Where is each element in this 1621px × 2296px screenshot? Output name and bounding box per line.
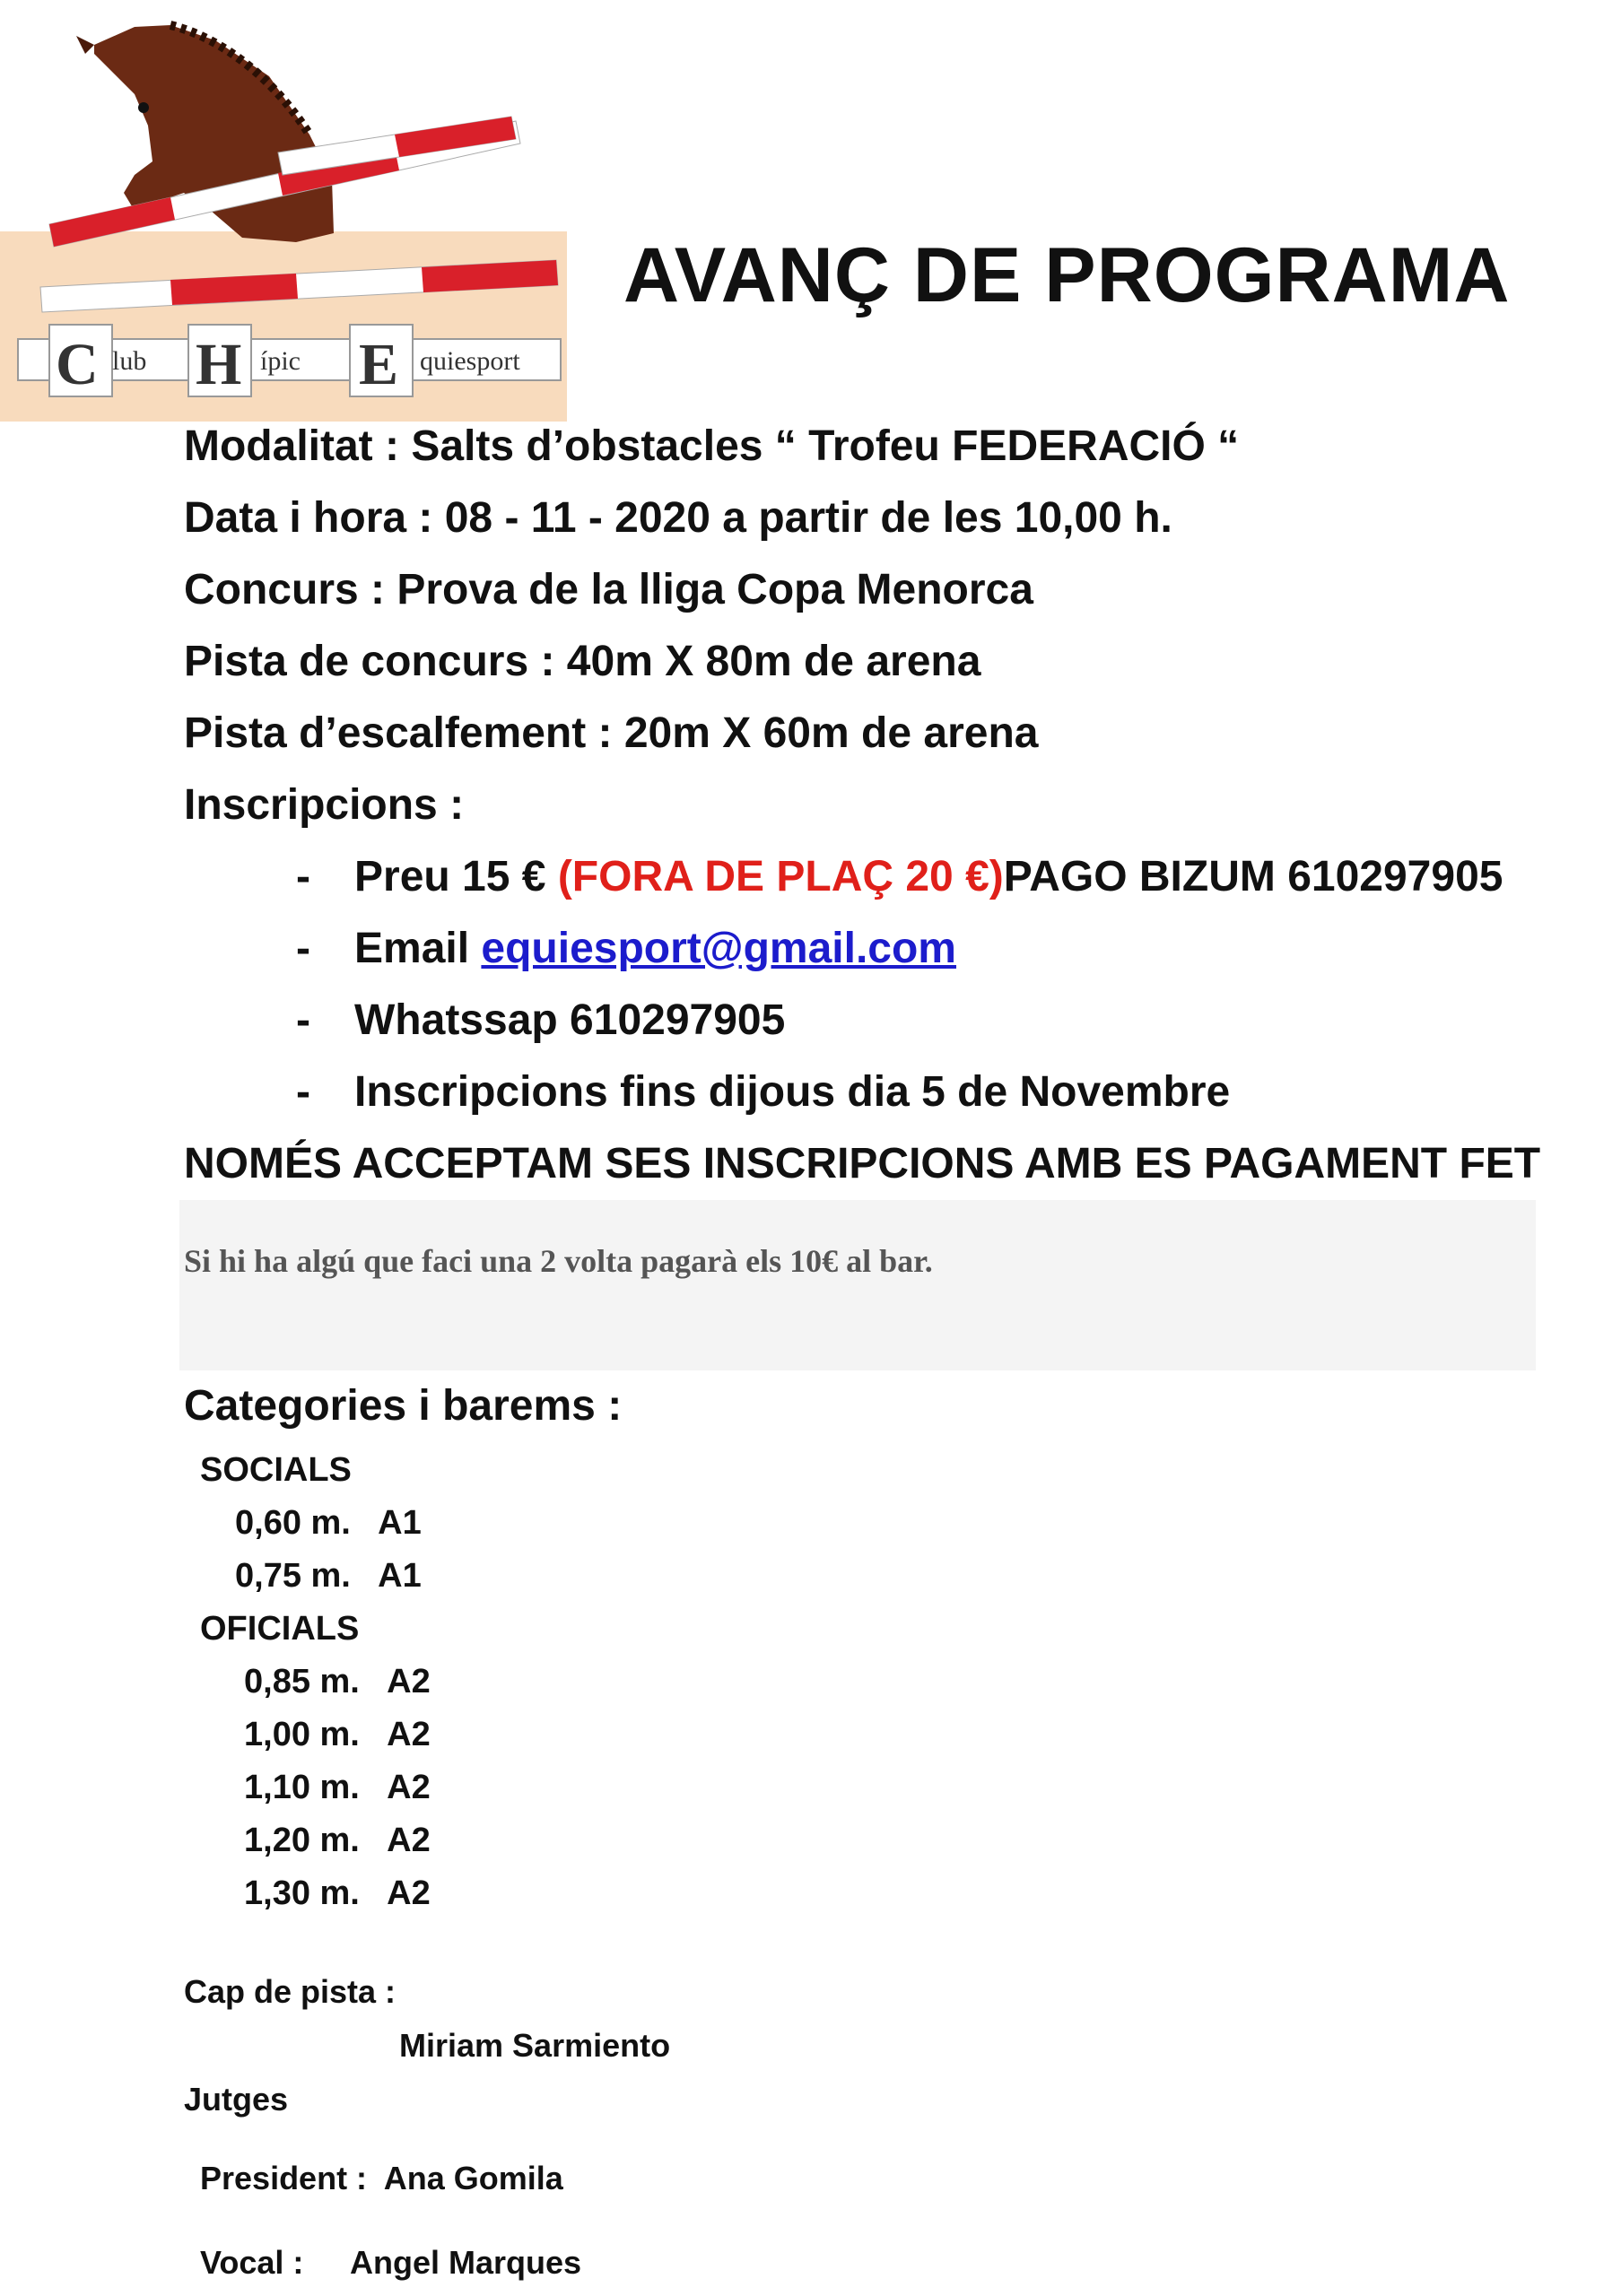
bullet-marker: - <box>296 853 310 900</box>
cap-de-pista-label: Cap de pista : <box>184 1973 397 2010</box>
oficial-row: 1,30 m. A2 <box>244 1874 431 1912</box>
social-row: 0,60 m. A1 <box>235 1504 422 1542</box>
nomes-line: NOMÉS ACCEPTAM SES INSCRIPCIONS AMB ES PAGAMENT FET <box>184 1140 1541 1187</box>
bizum-text: PAGO BIZUM 610297905 <box>1003 853 1503 900</box>
note-box <box>179 1200 1536 1370</box>
bullet-marker: - <box>296 996 310 1044</box>
modalitat-line: Modalitat : Salts d’obstacles “ Trofeu FEDERACIÓ “ <box>184 422 1240 470</box>
social-row: 0,75 m. A1 <box>235 1557 422 1595</box>
bullet-marker: - <box>296 1068 310 1116</box>
email-item <box>354 924 956 973</box>
email-label: Email <box>354 925 482 972</box>
vocal-name: Angel Marques <box>350 2244 582 2281</box>
email-link[interactable]: equiesport@gmail.com <box>481 925 956 972</box>
oficial-row: 0,85 m. A2 <box>244 1663 431 1700</box>
fora-de-plac-text: (FORA DE PLAÇ 20 €) <box>557 853 1004 900</box>
preu-item <box>354 852 1503 901</box>
oficials-label: OFICIALS <box>200 1610 360 1648</box>
whatsapp-item: Whatssap 610297905 <box>354 996 786 1044</box>
oficial-row: 1,10 m. A2 <box>244 1769 431 1806</box>
socials-label: SOCIALS <box>200 1451 352 1489</box>
oficial-row: 1,20 m. A2 <box>244 1822 431 1859</box>
vocal-label: Vocal : <box>200 2244 304 2281</box>
bullet-marker: - <box>296 925 310 972</box>
note-text: Si hi ha algú que faci una 2 volta pagarà els 10€ al bar. <box>184 1243 933 1279</box>
categories-heading: Categories i barems : <box>184 1382 623 1430</box>
jutges-label: Jutges <box>184 2081 289 2118</box>
president-line: President : Ana Gomila <box>200 2160 563 2196</box>
pista-escalfement-line: Pista d’escalfement : 20m X 60m de arena <box>184 709 1039 757</box>
inscripcions-fins-item: Inscripcions fins dijous dia 5 de Novembre <box>354 1068 1231 1116</box>
page-title: AVANÇ DE PROGRAMA <box>623 232 1511 318</box>
logo-word-lub: lub <box>112 346 147 376</box>
cap-de-pista-name: Miriam Sarmiento <box>399 2027 671 2064</box>
logo-word-quiesport: quiesport <box>420 346 520 376</box>
logo-letter-c: C <box>56 332 99 397</box>
inscripcions-heading: Inscripcions : <box>184 781 465 829</box>
logo-word-ipic: ípic <box>260 346 301 376</box>
logo-letter-h: H <box>196 332 242 397</box>
club-logo <box>0 0 567 422</box>
pista-concurs-line: Pista de concurs : 40m X 80m de arena <box>184 638 981 685</box>
preu-text: Preu 15 € <box>354 853 558 900</box>
concurs-line: Concurs : Prova de la lliga Copa Menorca <box>184 566 1033 613</box>
data-line: Data i hora : 08 - 11 - 2020 a partir de les 10,00 h. <box>184 494 1172 542</box>
logo-letter-e: E <box>359 332 399 397</box>
oficial-row: 1,00 m. A2 <box>244 1716 431 1753</box>
